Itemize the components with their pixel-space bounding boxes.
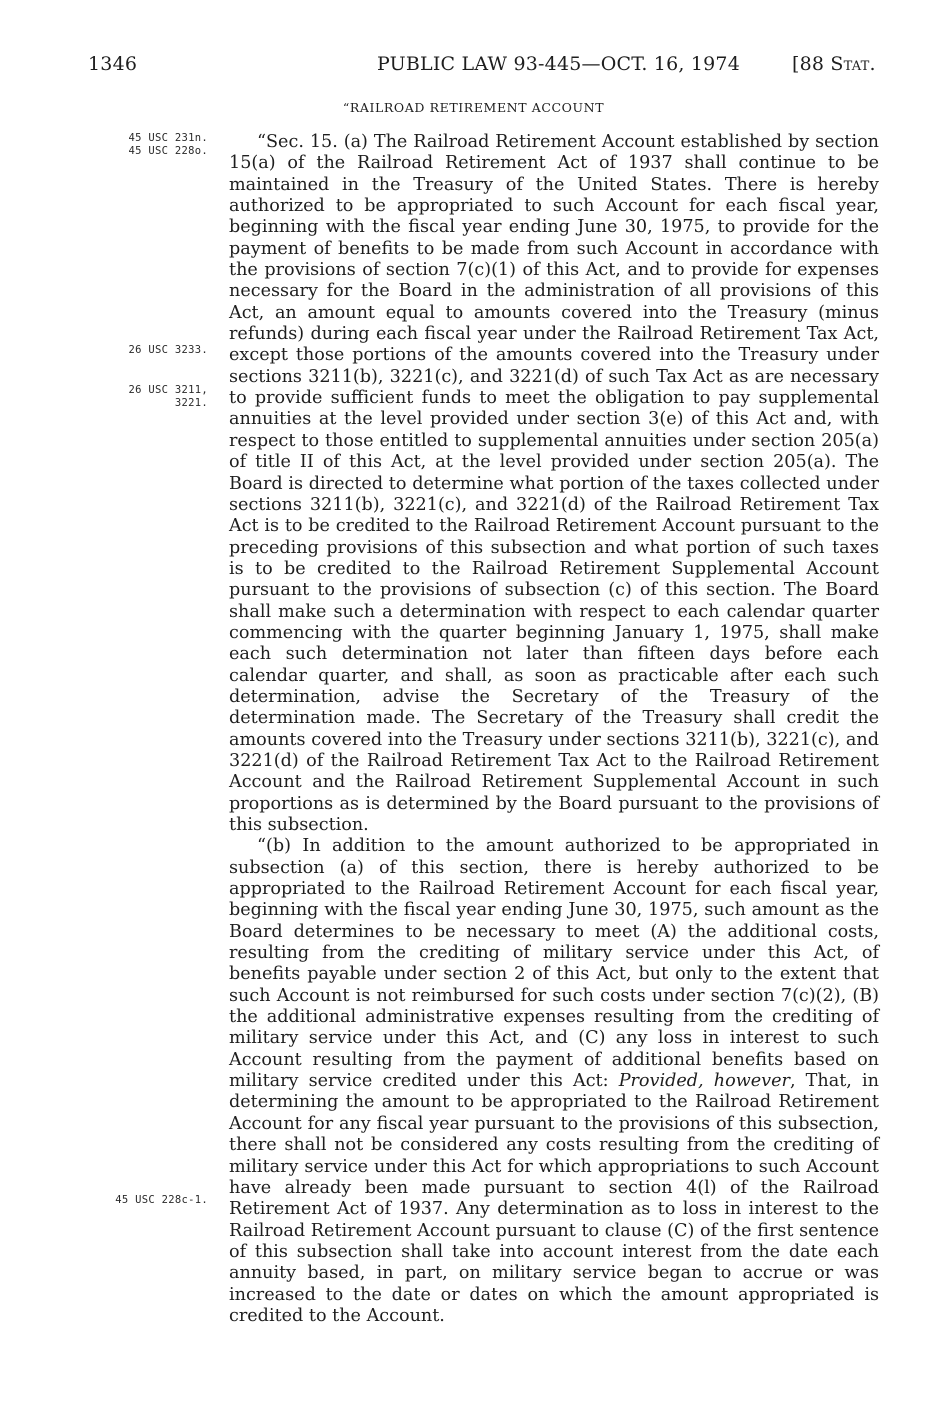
margin-note-usc-3211-3221: 26 USC 3211, 3221.	[128, 384, 208, 409]
margin-note-usc-231n-228o: 45 USC 231n. 45 USC 228o.	[128, 132, 208, 157]
page-header-title: PUBLIC LAW 93-445—OCT. 16, 1974	[377, 53, 741, 75]
subsection-b-text-1: “(b) In addition to the amount authorized to be appropriated in subsection (a) of this section, there is hereby authorized to be appropriated to the Railroad Retirement Account for each fiscal year, beginning with the fiscal year ending June 30, 1975, such amount as the Board determines to be necessary to meet (A) the additional costs, resulting from the crediting of military service under this Act, of benefits payable under section 2 of this Act, but only to the extent that such Account is not reimbursed for such costs under section 7(c)(2), (B) the additional administrative expenses resulting from the crediting of military service under this Act, and (C) any loss in interest to such Account resulting from the payment of additional benefits based on military service credited under this Act:	[229, 836, 879, 1092]
section-heading: “RAILROAD RETIREMENT ACCOUNT	[342, 100, 605, 115]
statute-body	[229, 132, 879, 1327]
page-number: 1346	[88, 53, 138, 75]
subsection-b-paragraph	[229, 836, 879, 1327]
margin-note-usc-3233: 26 USC 3233.	[128, 344, 208, 356]
subsection-a-paragraph: “Sec. 15. (a) The Railroad Retirement Account established by section 15(a) of the Railroad Retirement Act of 1937 shall continue to be maintained in the Treasury of the United States. There is hereby authorized to be appropriated to such Account for each fiscal year, beginning with the fiscal year ending June 30, 1975, to provide for the payment of benefits to be made from such Account in accordance with the provisions of section 7(c)(1) of this Act, and to provide for expenses necessary for the Board in the administration of all provisions of this Act, an amount equal to amounts covered into the Treasury (minus refunds) during each fiscal year under the Railroad Retirement Tax Act, except those portions of the amounts covered into the Treasury under sections 3211(b), 3221(c), and 3221(d) of such Tax Act as are necessary to provide sufficient funds to meet the obligation to pay supplemental annuities at the level provided under section 3(e) of this Act and, with respect to those entitled to supplemental annuities under section 205(a) of title II of this Act, at the level provided under section 205(a). The Board is directed to determine what portion of the taxes collected under sections 3211(b), 3221(c), and 3221(d) of the Railroad Retirement Tax Act is to be credited to the Railroad Retirement Account pursuant to the preceding provisions of this subsection and what portion of such taxes is to be credited to the Railroad Retirement Supplemental Account pursuant to the provisions of subsection (c) of this section. The Board shall make such a determination with respect to each calendar quarter commencing with the quarter beginning January 1, 1975, shall make each such determination not later than fifteen days before each calendar quarter, and shall, as soon as practicable after each such determination, advise the Secretary of the Treasury of the determination made. The Secretary of the Treasury shall credit the amounts covered into the Treasury under sections 3211(b), 3221(c), and 3221(d) of the Railroad Retirement Tax Act to the Railroad Retirement Account and the Railroad Retirement Supplemental Account in such proportions as is determined by the Board pursuant to the provisions of this subsection.	[229, 132, 879, 835]
proviso-phrase: Provided, however	[618, 1071, 790, 1092]
statute-reference: [88 Stat.	[792, 53, 876, 75]
subsection-b-text-2: , That, in determining the amount to be appropriated to the Railroad Retirement Account for any fiscal year pursuant to the provisions of this subsection, there shall not be considered any costs resulting from the crediting of military service under this Act for which appropriations to such Account have already been made pursuant to section 4(l) of the Railroad Retirement Act of 1937. Any determination as to loss in interest to the Railroad Retirement Account pursuant to clause (C) of the first sentence of this subsection shall take into account interest from the date each annuity based, in part, on military service began to accrue or was increased to the date or dates on which the amount appropriated is credited to the Account.	[229, 1071, 879, 1326]
margin-note-usc-228c-1: 45 USC 228c-1.	[115, 1194, 208, 1206]
